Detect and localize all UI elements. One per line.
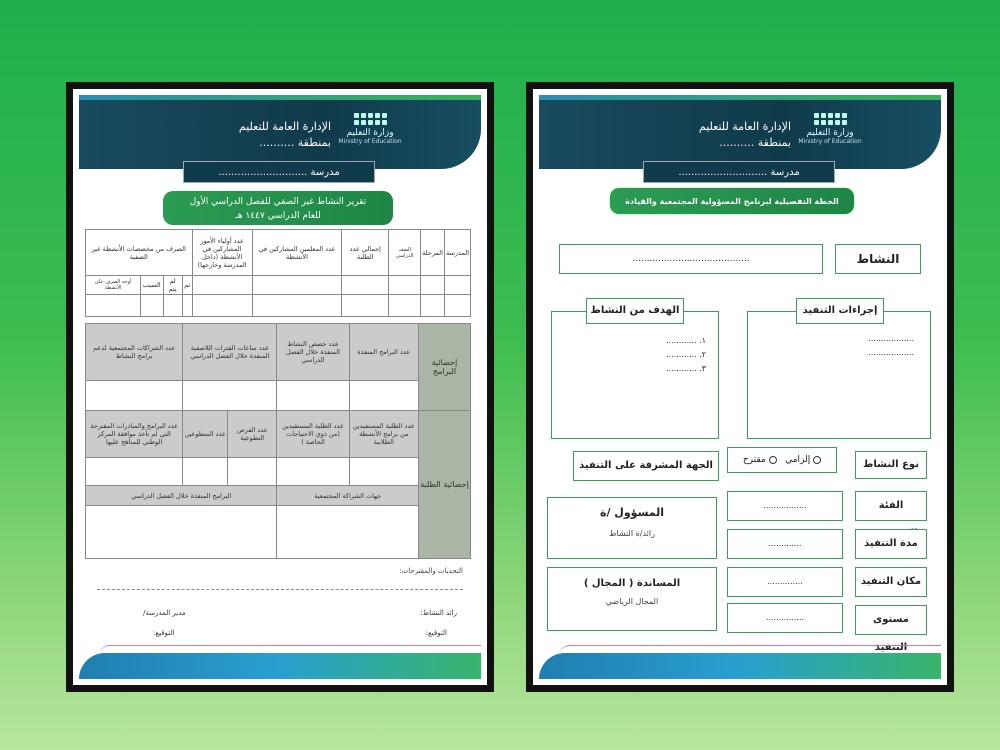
target-value: ................. <box>727 491 843 521</box>
school-field: مدرسة ............................ <box>643 161 835 183</box>
general-info-table <box>85 229 471 317</box>
target-label: الفئة <box>855 491 927 521</box>
programs-count: عدد البرامج المنفذة <box>349 324 418 381</box>
procedure-item-1: .................. <box>868 334 914 343</box>
proposed-label: مقترح <box>742 455 766 465</box>
duration-label: مدة التنفيذ <box>855 529 927 559</box>
volunteers-count: عدد المتطوعين <box>183 411 228 458</box>
level-label: مستوى <box>855 605 927 635</box>
col-stage: المرحلة <box>421 230 445 276</box>
activity-value: ......................................... <box>559 244 823 274</box>
ministry-logo: وزارة التعليم Ministry of Education <box>337 113 403 149</box>
administration-label: الإدارة العامة للتعليم بمنطقة .......... <box>238 120 331 149</box>
goal-item-2: ٢. ............ <box>666 350 706 359</box>
responsible-value: رائد/ة النشاط <box>609 529 655 538</box>
sessions-count: عدد حصص النشاط المنفذة خلال الفصل الدراسي <box>277 324 349 381</box>
support-value: المجال الرياضي <box>605 597 659 606</box>
challenges-label: التحديات والمقترحات: <box>399 567 463 575</box>
col-grade: الصف الدراسي <box>389 230 421 276</box>
col-teachers: عدد المعلمين المشاركين في الأنشطة <box>252 230 342 276</box>
responsible-box <box>547 497 717 559</box>
partnerships-count: عدد الشراكات المجتمعية لدعم برامج النشاط <box>86 324 183 381</box>
procedures-box <box>747 305 931 439</box>
sub-not-done: لم يتم <box>163 276 182 295</box>
goal-item-3: ٣. ............ <box>666 364 706 373</box>
plan-title: الخطة التفصيلية لبرنامج المسؤولية المجتمعية والقيادة <box>609 187 855 215</box>
supervisor-label: الجهة المشرفة على التنفيذ <box>573 451 719 481</box>
special-needs-count: عدد الطلبة المستفيدين (من ذوي الاحتياجات الخاصة ) <box>277 411 349 458</box>
volunteer-opps: عدد الفرص التطوعية <box>228 411 277 458</box>
activity-label: النشاط <box>835 244 921 274</box>
responsible-title: المسؤول /ة <box>599 506 665 519</box>
sub-aspects: أوجه الصرف على الأنشطة <box>86 276 141 295</box>
place-label: مكان التنفيذ <box>855 567 927 597</box>
header-banner <box>539 95 941 169</box>
activity-type-label: نوع النشاط <box>855 451 927 479</box>
support-box <box>547 567 717 631</box>
header-banner <box>79 95 481 169</box>
programs-executed-label: البرامج المنفذة خلال الفصل الدراسي <box>86 486 277 506</box>
support-title: المساندة ( المجال ) <box>583 578 681 589</box>
detailed-plan-page <box>533 89 947 685</box>
footer-banner <box>79 653 481 679</box>
students-stats-label: إحصائية الطلبة <box>419 411 471 559</box>
left-document <box>66 82 494 692</box>
statistics-table <box>85 323 471 559</box>
place-value: .............. <box>727 567 843 597</box>
hours-count: عدد ساعات الفترات اللاصفية المنفذة خلال الفصل الدراسي <box>183 324 277 381</box>
activity-report-page <box>73 89 487 685</box>
col-spending: الصرف من مخصصات الأنشطة غير الصفية <box>86 230 193 276</box>
challenges-line <box>97 589 463 590</box>
mandatory-label: إلزامي <box>785 455 811 465</box>
activity-type-options <box>727 447 837 473</box>
administration-label: الإدارة العامة للتعليم بمنطقة .......... <box>698 120 791 149</box>
leader-label: رائد النشاط: <box>420 609 457 617</box>
duration-value: ............. <box>727 529 843 559</box>
goal-label: الهدف من النشاط <box>586 298 684 324</box>
proposed-radio[interactable] <box>769 456 777 464</box>
goal-item-1: ١. ............ <box>666 336 706 345</box>
school-field: مدرسة ............................ <box>183 161 375 183</box>
col-total-students: إجمالي عدد الطلبة <box>342 230 389 276</box>
beneficiaries-count: عدد الطلبة المستفيدين من برامج الأنشطة الطلابية <box>349 411 418 458</box>
unapproved-programs: عدد البرامج والمبادرات المقترحة التي لم تأخذ موافقة المركز الوطني للمناهج عليها <box>86 411 183 458</box>
sub-reason: السبب <box>141 276 163 295</box>
right-document <box>526 82 954 692</box>
mandatory-radio[interactable] <box>813 456 821 464</box>
principal-label: مدير المدرسة/ <box>143 609 186 617</box>
goal-box <box>551 305 719 439</box>
partners-label: جهات الشراكة المجتمعية <box>277 486 419 506</box>
programs-stats-label: إحصائية البرامج <box>419 324 471 411</box>
col-parents: عدد أولياء الأمور المشاركين في الأنشطة (داخل المدرسة وخارجها) <box>192 230 252 276</box>
sub-done: تم <box>182 276 192 295</box>
procedures-label: إجراءات التنفيذ <box>796 298 884 324</box>
footer-banner <box>539 653 941 679</box>
level-value: ............... <box>727 603 843 633</box>
principal-signature: التوقيع: <box>153 629 175 637</box>
ministry-logo: وزارة التعليم Ministry of Education <box>797 113 863 149</box>
leader-signature: التوقيع: <box>425 629 447 637</box>
procedure-item-2: .................. <box>868 348 914 357</box>
report-title: تقرير النشاط غير الصفي للفصل الدراسي الأول للعام الدراسي ١٤٤٧ هـ <box>163 191 393 225</box>
col-school: المدرسة <box>444 230 470 276</box>
